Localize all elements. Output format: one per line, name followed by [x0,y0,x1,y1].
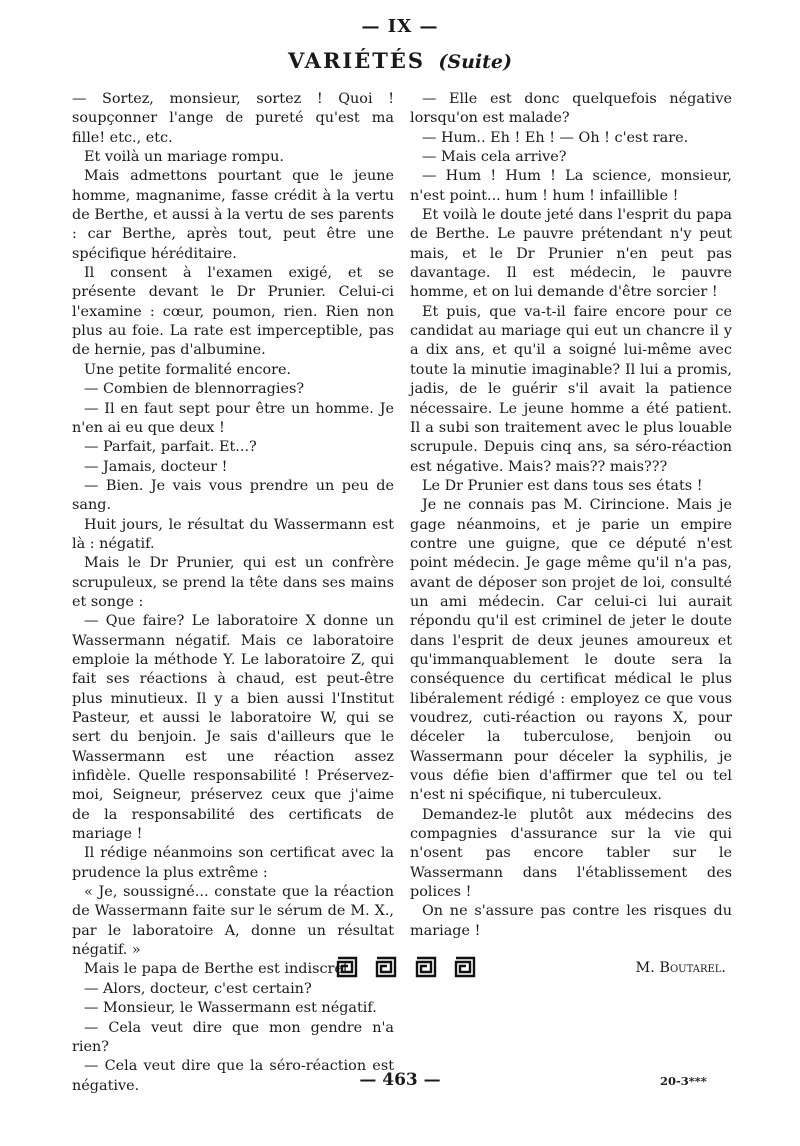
paragraph: — Monsieur, le Wassermann est négatif. [84,1000,377,1017]
paragraph: Une petite formalité encore. [84,361,292,378]
paragraph: Et puis, que va-t-il faire encore pour ce candidat au mariage qui eut un chancre il y a dix ans, et qu'il a soigné lui-même avec toute la minutie imaginable? Il lui a promis, jadis, de le guérir s'il avait la patience nécessaire. Le jeune homme a été patient. Il a subi son traitement avec le plus louable scrupule. Depuis cinq ans, sa séro-réaction est négative. Mais? mais?? mais??? [410,303,732,475]
paragraph: — Combien de blennorragies? [84,381,305,398]
greek-key-icon [454,956,476,978]
paragraph: Le Dr Prunier est dans tous ses états ! [422,477,703,494]
paragraph: Mais admettons pourtant que le jeune homme, magnanime, fasse crédit à la vertu de Berthe, et aussi à la vertu de ses parents : car Berthe, après tout, peut être une spécifique héréditaire. [72,168,394,262]
paragraph: — Cela veut dire que mon gendre n'a rien? [72,1019,394,1055]
section-subtitle: (Suite) [438,51,512,73]
paragraph: — Parfait, parfait. Et...? [84,439,257,456]
paragraph: On ne s'assure pas contre les risques du mariage ! [410,903,732,939]
greek-key-icon [375,956,397,978]
greek-key-icon [336,956,358,978]
paragraph: — Alors, docteur, c'est certain? [84,980,312,997]
paragraph: Il rédige néanmoins son certificat avec la prudence la plus extrême : [72,845,394,881]
greek-key-ornament [336,956,476,980]
footer-code: 20-3*** [660,1074,707,1088]
paragraph: — Hum ! Hum ! La science, monsieur, n'est point... hum ! hum ! infaillible ! [410,168,732,204]
page-number: — 463 — [359,1070,441,1090]
paragraph: « Je, soussigné... constate que la réaction de Wassermann faite sur le sérum de M. X., par le laboratoire A, donne un résultat négatif. » [72,884,394,959]
paragraph: — Mais cela arrive? [422,149,567,166]
paragraph: Mais le papa de Berthe est indiscret : [84,961,359,978]
paragraph: Et voilà le doute jeté dans l'esprit du papa de Berthe. Le pauvre prétendant n'y peut mais, et le Dr Prunier n'en peut pas davantage. Il est médecin, le pauvre homme, et on lui demande d'être sorcier ! [410,207,732,301]
paragraph: — Il en faut sept pour être un homme. Je n'en ai eu que deux ! [72,400,394,436]
section-title: VARIÉTÉS [288,48,426,73]
paragraph: Et voilà un mariage rompu. [84,149,284,166]
greek-key-icon [415,956,437,978]
paragraph: — Jamais, docteur ! [84,458,228,475]
paragraph: — Que faire? Le laboratoire X donne un Wassermann négatif. Mais ce laboratoire emploie la méthode Y. Le laboratoire Z, qui fait ses réactions à chaud, est peut-être plus minutieux. Il y a bien aussi l'Institut Pasteur, et aussi le laboratoire W, qui se sert du benjoin. Je sais d'ailleurs que le Wassermann est une réaction assez infidèle. Quelle responsabilité ! Préservez-moi, Seigneur, préservez ceux que j'aime de la responsabilité des certificats de mariage ! [72,613,394,843]
paragraph: — Bien. Je vais vous prendre un peu de sang. [72,477,394,514]
paragraph: Il consent à l'examen exigé, et se présente devant le Dr Prunier. Celui-ci l'examine : cœur, poumon, rien. Rien non plus au foie. La rate est imperceptible, pas de hernie, pas d'albumine. [72,265,394,359]
left-column [72,90,394,1096]
page-number-roman: — IX — [361,16,439,37]
section-heading [0,48,800,73]
paragraph: — Hum.. Eh ! Eh ! — Oh ! c'est rare. [422,129,689,146]
paragraph: Mais le Dr Prunier, qui est un confrère scrupuleux, se prend la tête dans ses mains et songe : [72,555,394,610]
paragraph: Je ne connais pas M. Cirincione. Mais je gage néanmoins, et je parie un empire contre une guigne, que ce député n'est point médecin. Je gage même qu'il n'a pas, avant de déposer son projet de loi, consulté un ami médecin. Car celui-ci lui aurait répondu qu'il est criminel de jeter le doute dans l'esprit de deux jeunes amoureux et qu'immanquablement le doute sera la conséquence du certificat médical le plus libéralement rédigé : employez ce que vous voudrez, cuti-réaction ou rayons X, pour déceler la tuberculose, benjoin ou Wassermann pour déceler la syphilis, je vous défie bien d'affirmer que tel ou tel n'est ni spécifique, ni tuberculeux. [410,497,732,804]
right-column [410,90,732,978]
paragraph: Huit jours, le résultat du Wassermann est là : négatif. [72,516,394,552]
paragraph: Demandez-le plutôt aux médecins des compagnies d'assurance sur la vie qui n'osent pas encore tabler sur le Wassermann dans l'établissement des polices ! [410,806,732,901]
paragraph: — Cela veut dire que la séro-réaction est négative. [72,1058,394,1094]
paragraph: — Sortez, monsieur, sortez ! Quoi ! soupçonner l'ange de pureté qu'est ma fille! etc., etc. [72,91,394,146]
author-signature: M. Boutarel. [635,960,726,977]
paragraph: — Elle est donc quelquefois négative lorsqu'on est malade? [410,91,732,127]
